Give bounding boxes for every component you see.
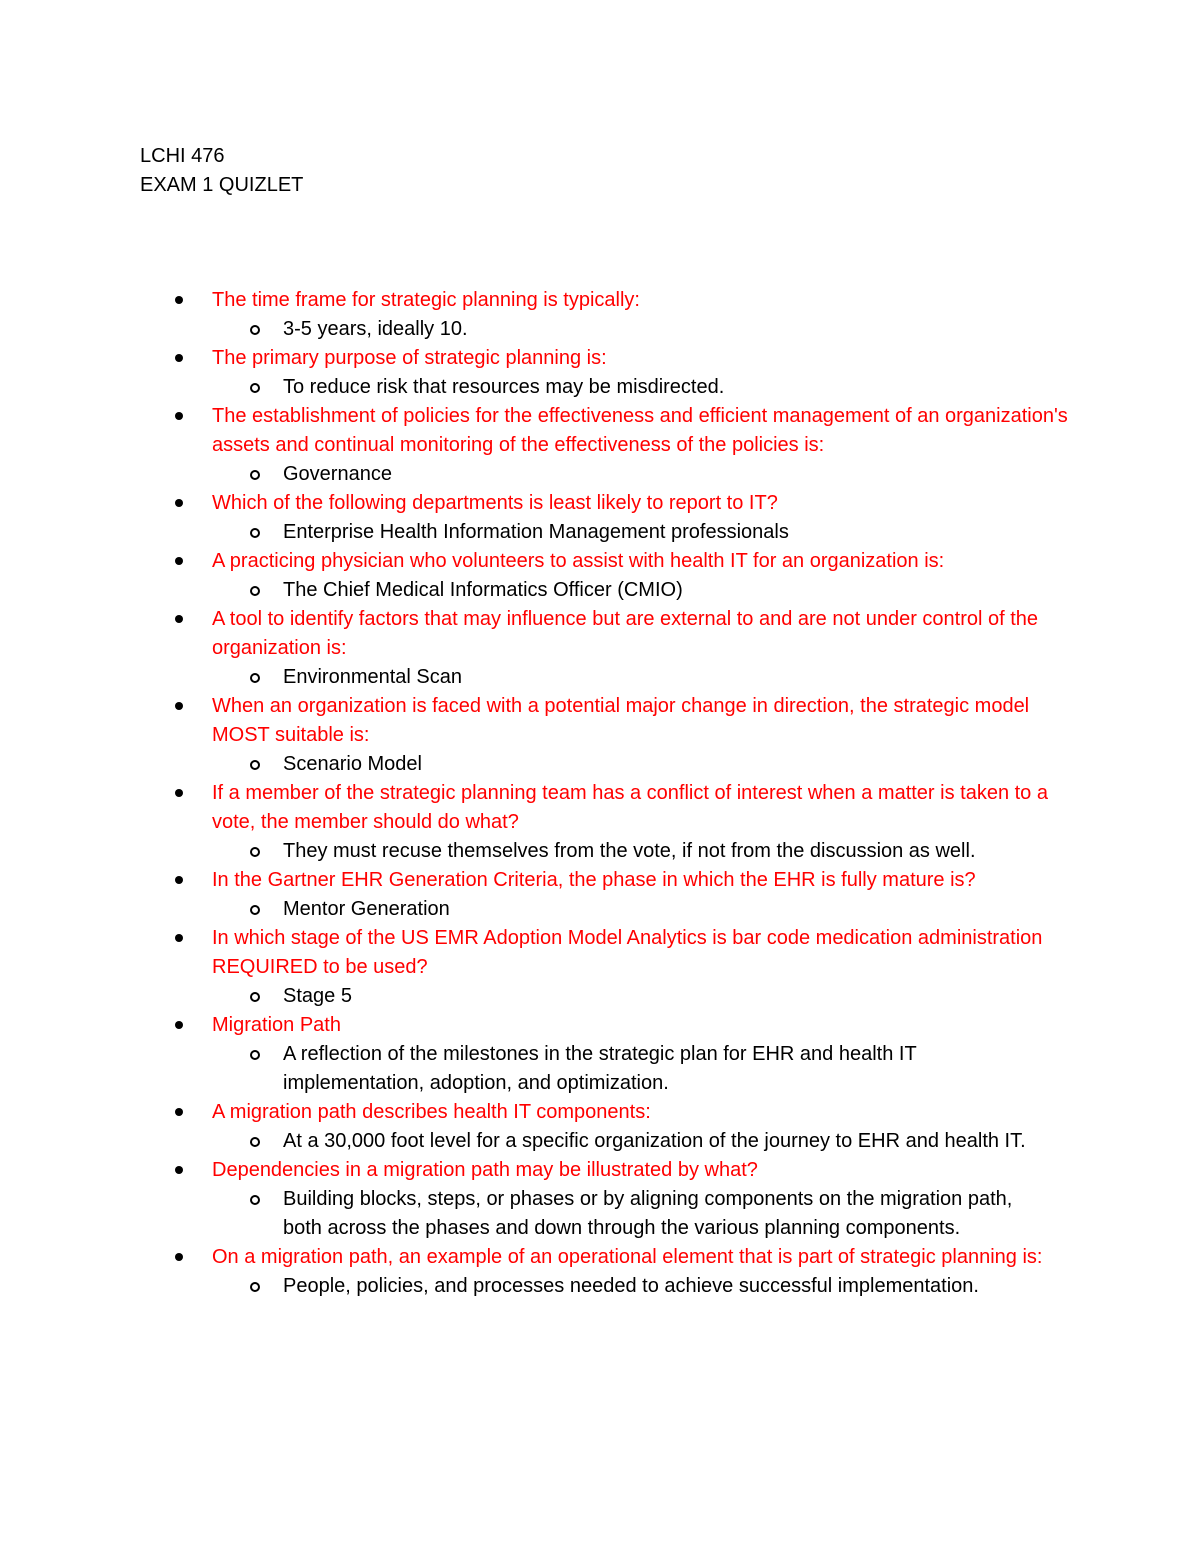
hollow-bullet-icon [250,1050,260,1060]
answer-text: Governance [283,463,392,485]
question-text: When an organization is faced with a potential major change in direction, the strategic model MOST suitable is: [212,695,1030,746]
question-answer-list [0,286,1200,1301]
qa-item [0,489,1200,547]
question-text: Migration Path [212,1014,341,1036]
question-row [0,402,1200,460]
question-text: In the Gartner EHR Generation Criteria, the phase in which the EHR is fully mature is? [212,869,976,891]
answer-row [0,373,1200,402]
hollow-bullet-icon [250,847,260,857]
question-text: If a member of the strategic planning team has a conflict of interest when a matter is taken to a vote, the member should do what? [212,782,1048,833]
hollow-bullet-icon [250,905,260,915]
answer-text: Scenario Model [283,753,422,775]
hollow-bullet-icon [250,1282,260,1292]
filled-bullet-icon [175,557,183,565]
qa-item [0,692,1200,779]
question-row [0,344,1200,373]
qa-item [0,866,1200,924]
hollow-bullet-icon [250,586,260,596]
answer-row [0,1185,1200,1243]
qa-item [0,547,1200,605]
qa-item [0,1156,1200,1243]
question-text: A migration path describes health IT components: [212,1101,651,1123]
answer-text: Stage 5 [283,985,352,1007]
hollow-bullet-icon [250,760,260,770]
answer-text: Mentor Generation [283,898,450,920]
answer-row [0,315,1200,344]
hollow-bullet-icon [250,470,260,480]
answer-text: Environmental Scan [283,666,462,688]
answer-row [0,1272,1200,1301]
answer-text: To reduce risk that resources may be misdirected. [283,376,725,398]
question-row [0,1156,1200,1185]
filled-bullet-icon [175,1166,183,1174]
answer-row [0,1040,1200,1098]
question-row [0,1011,1200,1040]
question-text: A tool to identify factors that may influence but are external to and are not under control of the organization is: [212,608,1039,659]
hollow-bullet-icon [250,673,260,683]
document-title: EXAM 1 QUIZLET [140,174,304,196]
qa-item [0,779,1200,866]
qa-item [0,402,1200,489]
question-text: Which of the following departments is least likely to report to IT? [212,492,778,514]
hollow-bullet-icon [250,1195,260,1205]
qa-item [0,605,1200,692]
question-row [0,866,1200,895]
question-text: Dependencies in a migration path may be illustrated by what? [212,1159,758,1181]
question-row [0,924,1200,982]
qa-item [0,1243,1200,1301]
filled-bullet-icon [175,702,183,710]
question-text: On a migration path, an example of an operational element that is part of strategic planning is: [212,1246,1043,1268]
question-row [0,1243,1200,1272]
answer-row [0,663,1200,692]
answer-row [0,837,1200,866]
qa-item [0,924,1200,1011]
answer-text: A reflection of the milestones in the strategic plan for EHR and health IT implementation, adoption, and optimization. [283,1043,917,1094]
filled-bullet-icon [175,1108,183,1116]
question-text: A practicing physician who volunteers to assist with health IT for an organization is: [212,550,945,572]
qa-item [0,1098,1200,1156]
question-row [0,286,1200,315]
filled-bullet-icon [175,789,183,797]
filled-bullet-icon [175,354,183,362]
qa-item [0,1011,1200,1098]
answer-row [0,460,1200,489]
question-row [0,692,1200,750]
course-code: LCHI 476 [140,145,225,167]
filled-bullet-icon [175,296,183,304]
answer-row [0,576,1200,605]
answer-text: At a 30,000 foot level for a specific organization of the journey to EHR and health IT. [283,1130,1026,1152]
qa-item [0,286,1200,344]
question-row [0,1098,1200,1127]
filled-bullet-icon [175,876,183,884]
answer-text: 3-5 years, ideally 10. [283,318,468,340]
filled-bullet-icon [175,615,183,623]
filled-bullet-icon [175,934,183,942]
answer-row [0,1127,1200,1156]
answer-text: They must recuse themselves from the vote, if not from the discussion as well. [283,840,976,862]
answer-row [0,750,1200,779]
hollow-bullet-icon [250,1137,260,1147]
question-row [0,547,1200,576]
hollow-bullet-icon [250,383,260,393]
question-text: The establishment of policies for the effectiveness and efficient management of an organization's assets and continual monitoring of the effectiveness of the policies is: [212,405,1068,456]
filled-bullet-icon [175,412,183,420]
question-row [0,605,1200,663]
qa-item [0,344,1200,402]
document-header [140,142,303,200]
hollow-bullet-icon [250,325,260,335]
filled-bullet-icon [175,1021,183,1029]
question-row [0,779,1200,837]
question-text: In which stage of the US EMR Adoption Model Analytics is bar code medication administration REQUIRED to be used? [212,927,1043,978]
answer-text: People, policies, and processes needed to achieve successful implementation. [283,1275,979,1297]
filled-bullet-icon [175,1253,183,1261]
filled-bullet-icon [175,499,183,507]
answer-text: Building blocks, steps, or phases or by aligning components on the migration path, both across the phases and down through the various planning components. [283,1188,1013,1239]
hollow-bullet-icon [250,528,260,538]
answer-row [0,518,1200,547]
question-text: The time frame for strategic planning is typically: [212,289,640,311]
question-text: The primary purpose of strategic planning is: [212,347,607,369]
answer-text: The Chief Medical Informatics Officer (CMIO) [283,579,683,601]
answer-row [0,895,1200,924]
answer-text: Enterprise Health Information Management professionals [283,521,789,543]
question-row [0,489,1200,518]
hollow-bullet-icon [250,992,260,1002]
answer-row [0,982,1200,1011]
